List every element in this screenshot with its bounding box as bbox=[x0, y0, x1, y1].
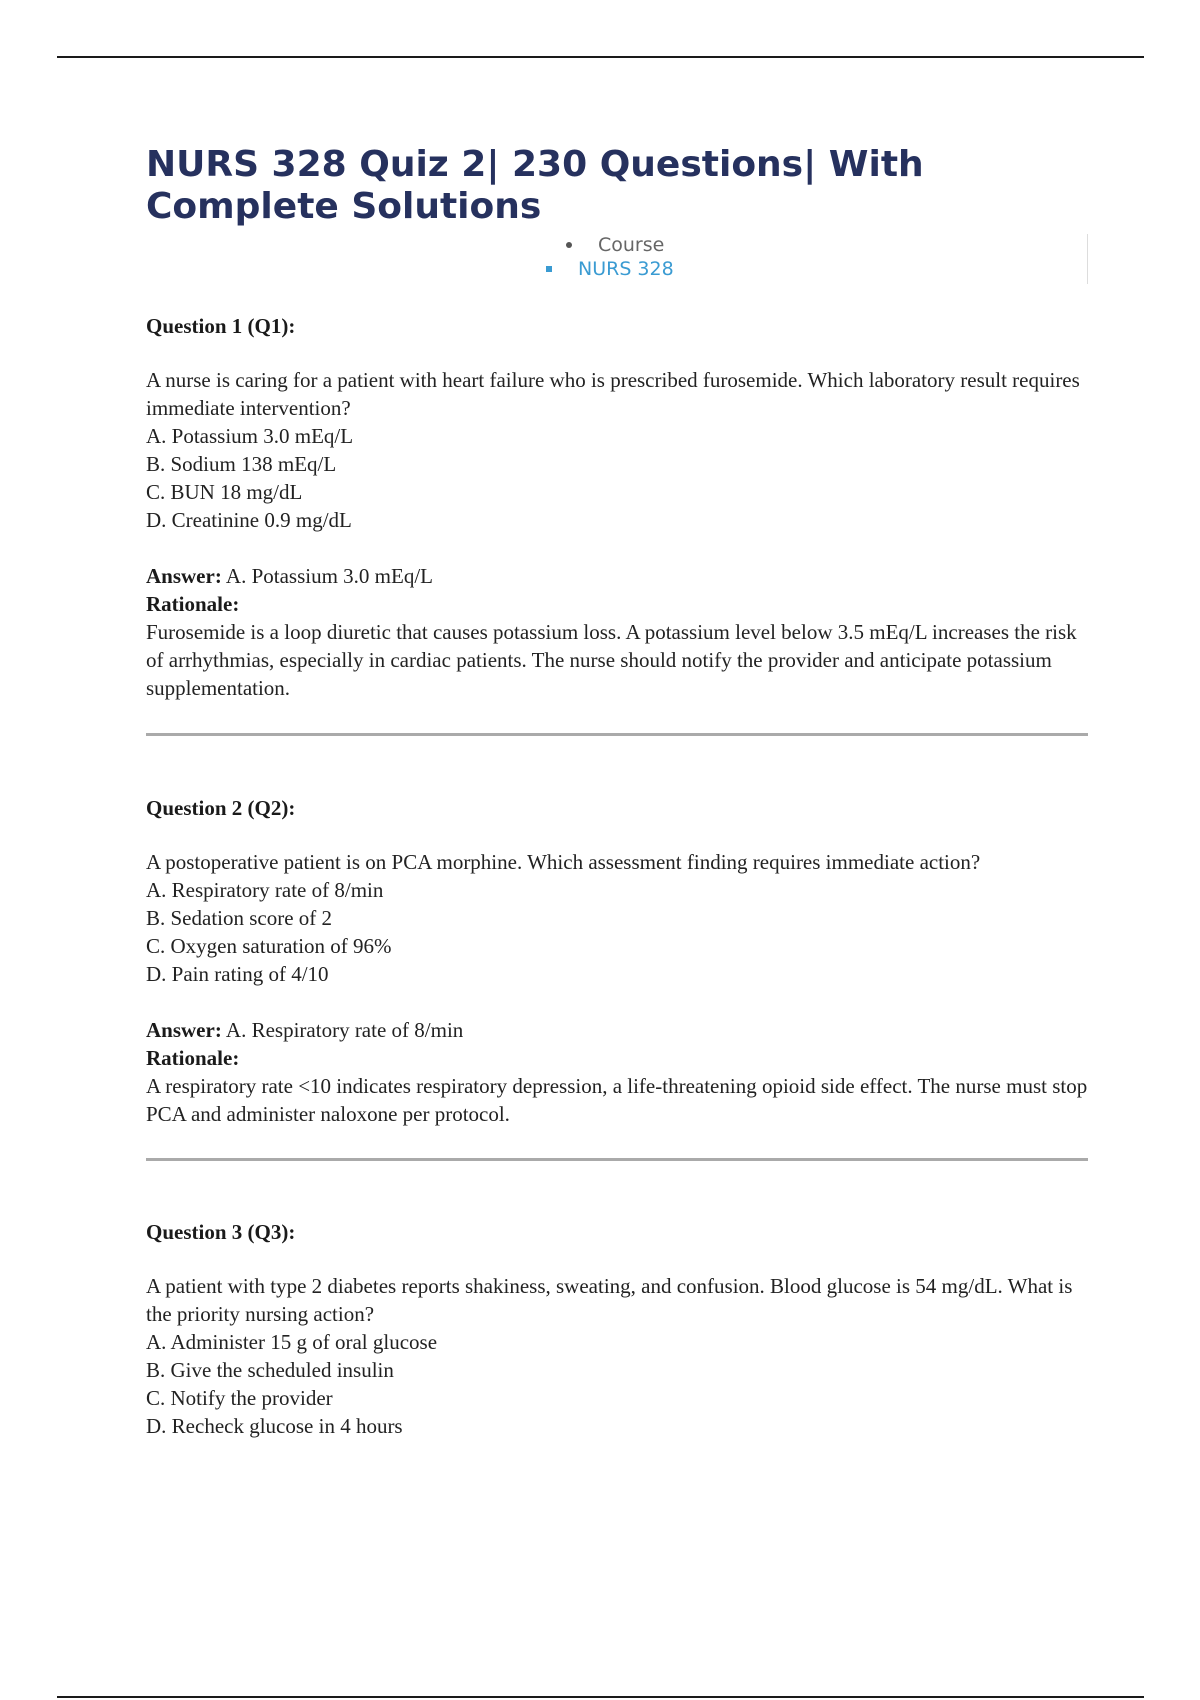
breadcrumb-item-course bbox=[566, 234, 664, 256]
option-c: C. BUN 18 mg/dL bbox=[146, 480, 303, 504]
answer-value: A. Potassium 3.0 mEq/L bbox=[225, 564, 434, 588]
option-a: A. Respiratory rate of 8/min bbox=[146, 878, 384, 902]
question-text: A nurse is caring for a patient with heart failure who is prescribed furosemide. Which laboratory result requires immediate intervention? bbox=[146, 368, 1080, 420]
option-list bbox=[146, 422, 1088, 534]
option-c: C. Oxygen saturation of 96% bbox=[146, 934, 392, 958]
question-2 bbox=[146, 794, 1088, 1128]
option-d: D. Recheck glucose in 4 hours bbox=[146, 1414, 403, 1438]
page-bottom-rule bbox=[57, 1696, 1144, 1698]
breadcrumb bbox=[146, 234, 1088, 288]
rationale-text: A respiratory rate <10 indicates respiratory depression, a life-threatening opioid side effect. The nurse must stop PCA and administer naloxone per protocol. bbox=[146, 1074, 1088, 1126]
bullet-dot-icon bbox=[566, 242, 572, 248]
breadcrumb-divider bbox=[1087, 234, 1088, 284]
answer-value: A. Respiratory rate of 8/min bbox=[225, 1018, 464, 1042]
question-heading: Question 2 (Q2): bbox=[146, 796, 296, 820]
question-3 bbox=[146, 1218, 1088, 1440]
answer-line bbox=[146, 1016, 1088, 1044]
option-d: D. Pain rating of 4/10 bbox=[146, 962, 329, 986]
question-text: A postoperative patient is on PCA morphine. Which assessment finding requires immediate action? bbox=[146, 850, 981, 874]
option-c: C. Notify the provider bbox=[146, 1386, 333, 1410]
page-top-rule bbox=[57, 56, 1144, 58]
breadcrumb-course-label: Course bbox=[598, 234, 665, 256]
rationale-label: Rationale: bbox=[146, 1046, 240, 1070]
option-list bbox=[146, 876, 1088, 988]
answer-line bbox=[146, 562, 1088, 590]
option-d: D. Creatinine 0.9 mg/dL bbox=[146, 508, 352, 532]
rationale-label: Rationale: bbox=[146, 592, 240, 616]
document-content bbox=[146, 144, 1088, 1440]
answer-label: Answer: bbox=[146, 564, 222, 588]
answer-label: Answer: bbox=[146, 1018, 222, 1042]
option-a: A. Potassium 3.0 mEq/L bbox=[146, 424, 354, 448]
question-divider bbox=[146, 1158, 1088, 1161]
document-title: NURS 328 Quiz 2| 230 Questions| With Complete Solutions bbox=[146, 144, 924, 227]
option-list bbox=[146, 1328, 1088, 1440]
option-a: A. Administer 15 g of oral glucose bbox=[146, 1330, 438, 1354]
breadcrumb-item-nurs-328[interactable] bbox=[546, 258, 674, 280]
question-divider bbox=[146, 733, 1088, 736]
option-b: B. Sedation score of 2 bbox=[146, 906, 333, 930]
option-b: B. Give the scheduled insulin bbox=[146, 1358, 394, 1382]
option-b: B. Sodium 138 mEq/L bbox=[146, 452, 337, 476]
question-heading: Question 1 (Q1): bbox=[146, 314, 296, 338]
breadcrumb-course-link[interactable]: NURS 328 bbox=[578, 258, 674, 280]
question-text: A patient with type 2 diabetes reports shakiness, sweating, and confusion. Blood glucose is 54 mg/dL. What is the priority nursing action? bbox=[146, 1274, 1073, 1326]
question-1 bbox=[146, 312, 1088, 702]
bullet-square-icon bbox=[546, 266, 552, 272]
rationale-text: Furosemide is a loop diuretic that causes potassium loss. A potassium level below 3.5 mEq/L increases the risk of arrhythmias, especially in cardiac patients. The nurse should notify the provider and anticipate potassium supplementation. bbox=[146, 620, 1077, 700]
question-heading: Question 3 (Q3): bbox=[146, 1220, 296, 1244]
